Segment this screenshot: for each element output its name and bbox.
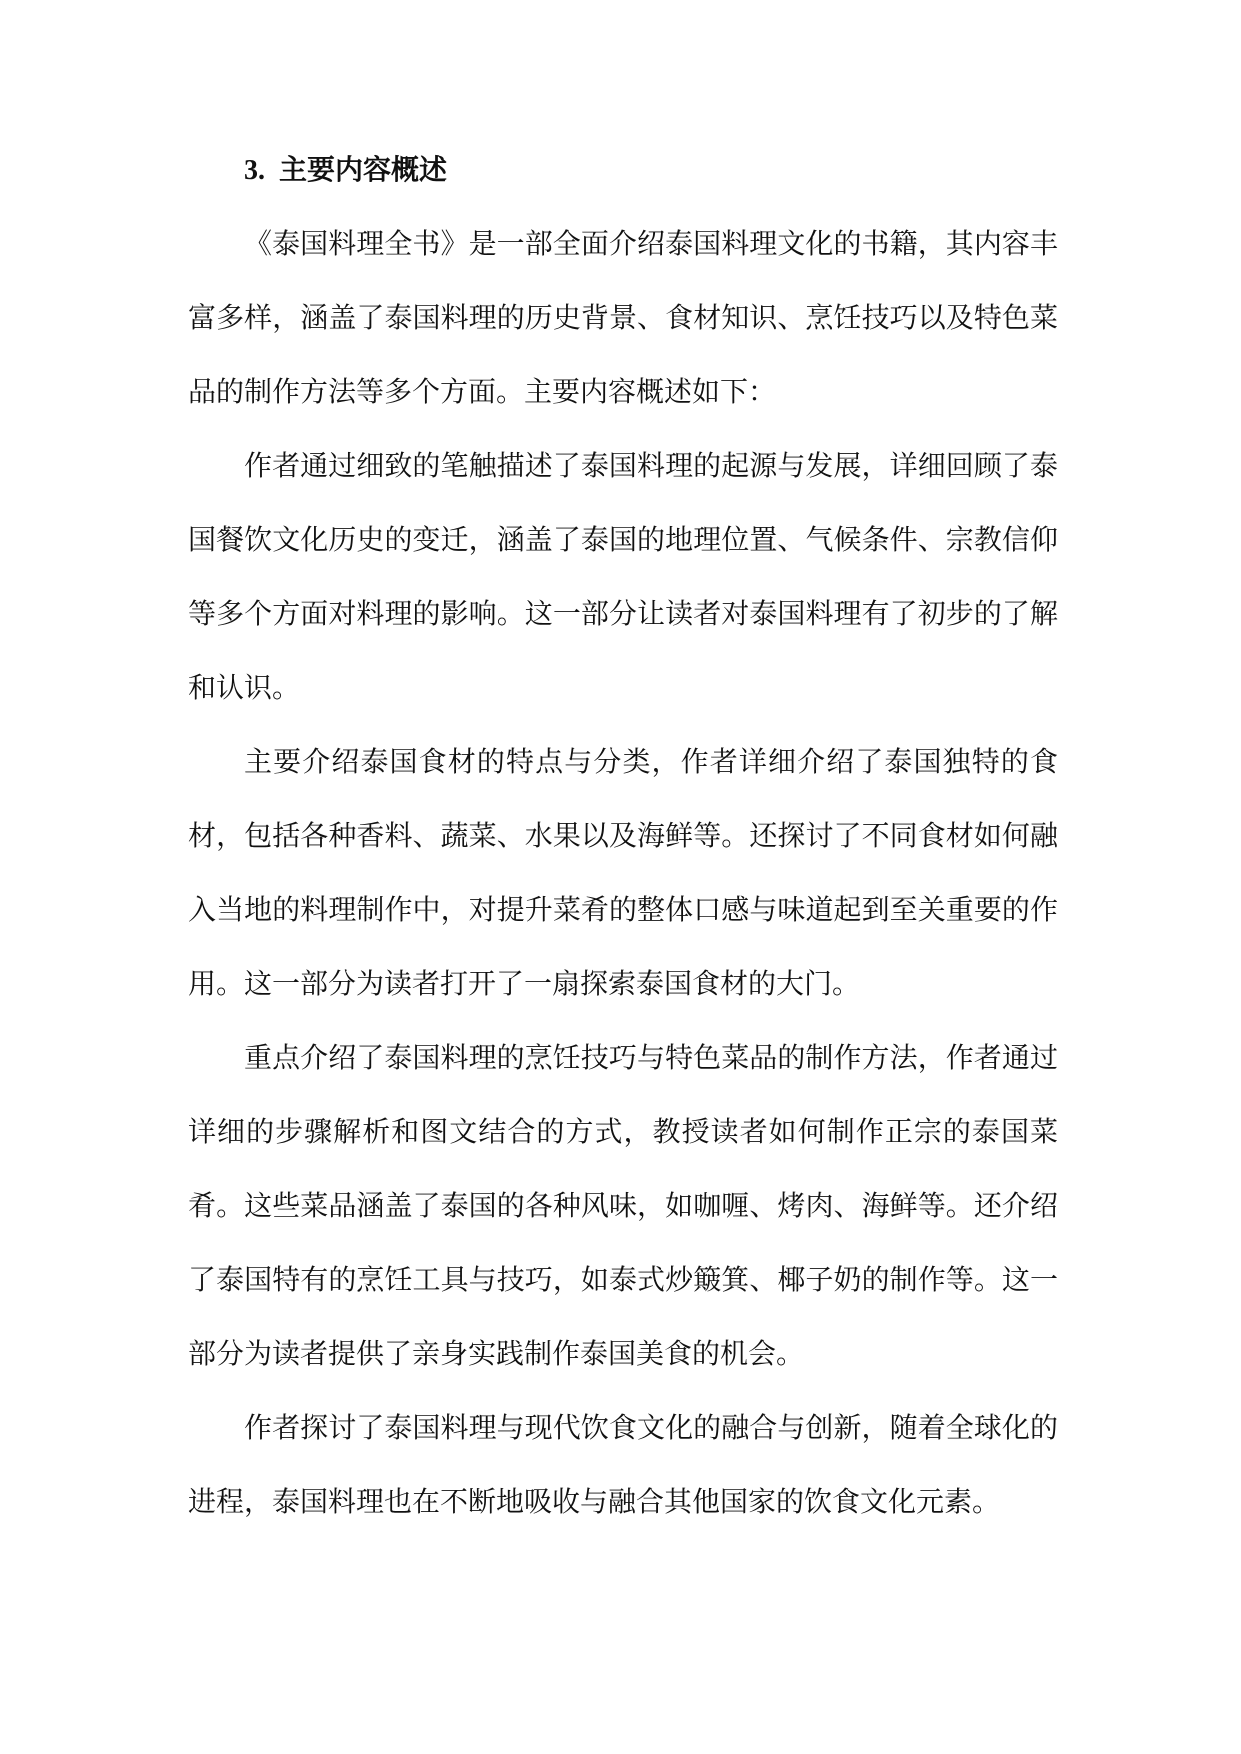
paragraph-fusion: 作者探讨了泰国料理与现代饮食文化的融合与创新，随着全球化的进程，泰国料理也在不断地吸收与融合其他国家的饮食文化元素。 [188,1411,1058,1518]
document-body [188,145,1058,1539]
paragraph-techniques: 重点介绍了泰国料理的烹饪技巧与特色菜品的制作方法，作者通过详细的步骤解析和图文结合的方式，教授读者如何制作正宗的泰国菜肴。这些菜品涵盖了泰国的各种风味，如咖喱、烤肉、海鲜等。还介绍了泰国特有的烹饪工具与技巧，如泰式炒簸箕、椰子奶的制作等。这一部分为读者提供了亲身实践制作泰国美食的机会。 [188,1041,1058,1370]
paragraph-ingredients: 主要介绍泰国食材的特点与分类，作者详细介绍了泰国独特的食材，包括各种香料、蔬菜、水果以及海鲜等。还探讨了不同食材如何融入当地的料理制作中，对提升菜肴的整体口感与味道起到至关重要的作用。这一部分为读者打开了一扇探索泰国食材的大门。 [188,745,1058,1000]
section-title: 主要内容概述 [279,153,448,186]
paragraph-history: 作者通过细致的笔触描述了泰国料理的起源与发展，详细回顾了泰国餐饮文化历史的变迁，涵盖了泰国的地理位置、气候条件、宗教信仰等多个方面对料理的影响。这一部分让读者对泰国料理有了初步的了解和认识。 [188,449,1058,704]
section-heading [188,145,1058,195]
section-number: 3. [244,155,265,186]
paragraph-intro: 《泰国料理全书》是一部全面介绍泰国料理文化的书籍，其内容丰富多样，涵盖了泰国料理的历史背景、食材知识、烹饪技巧以及特色菜品的制作方法等多个方面。主要内容概述如下： [188,227,1058,408]
